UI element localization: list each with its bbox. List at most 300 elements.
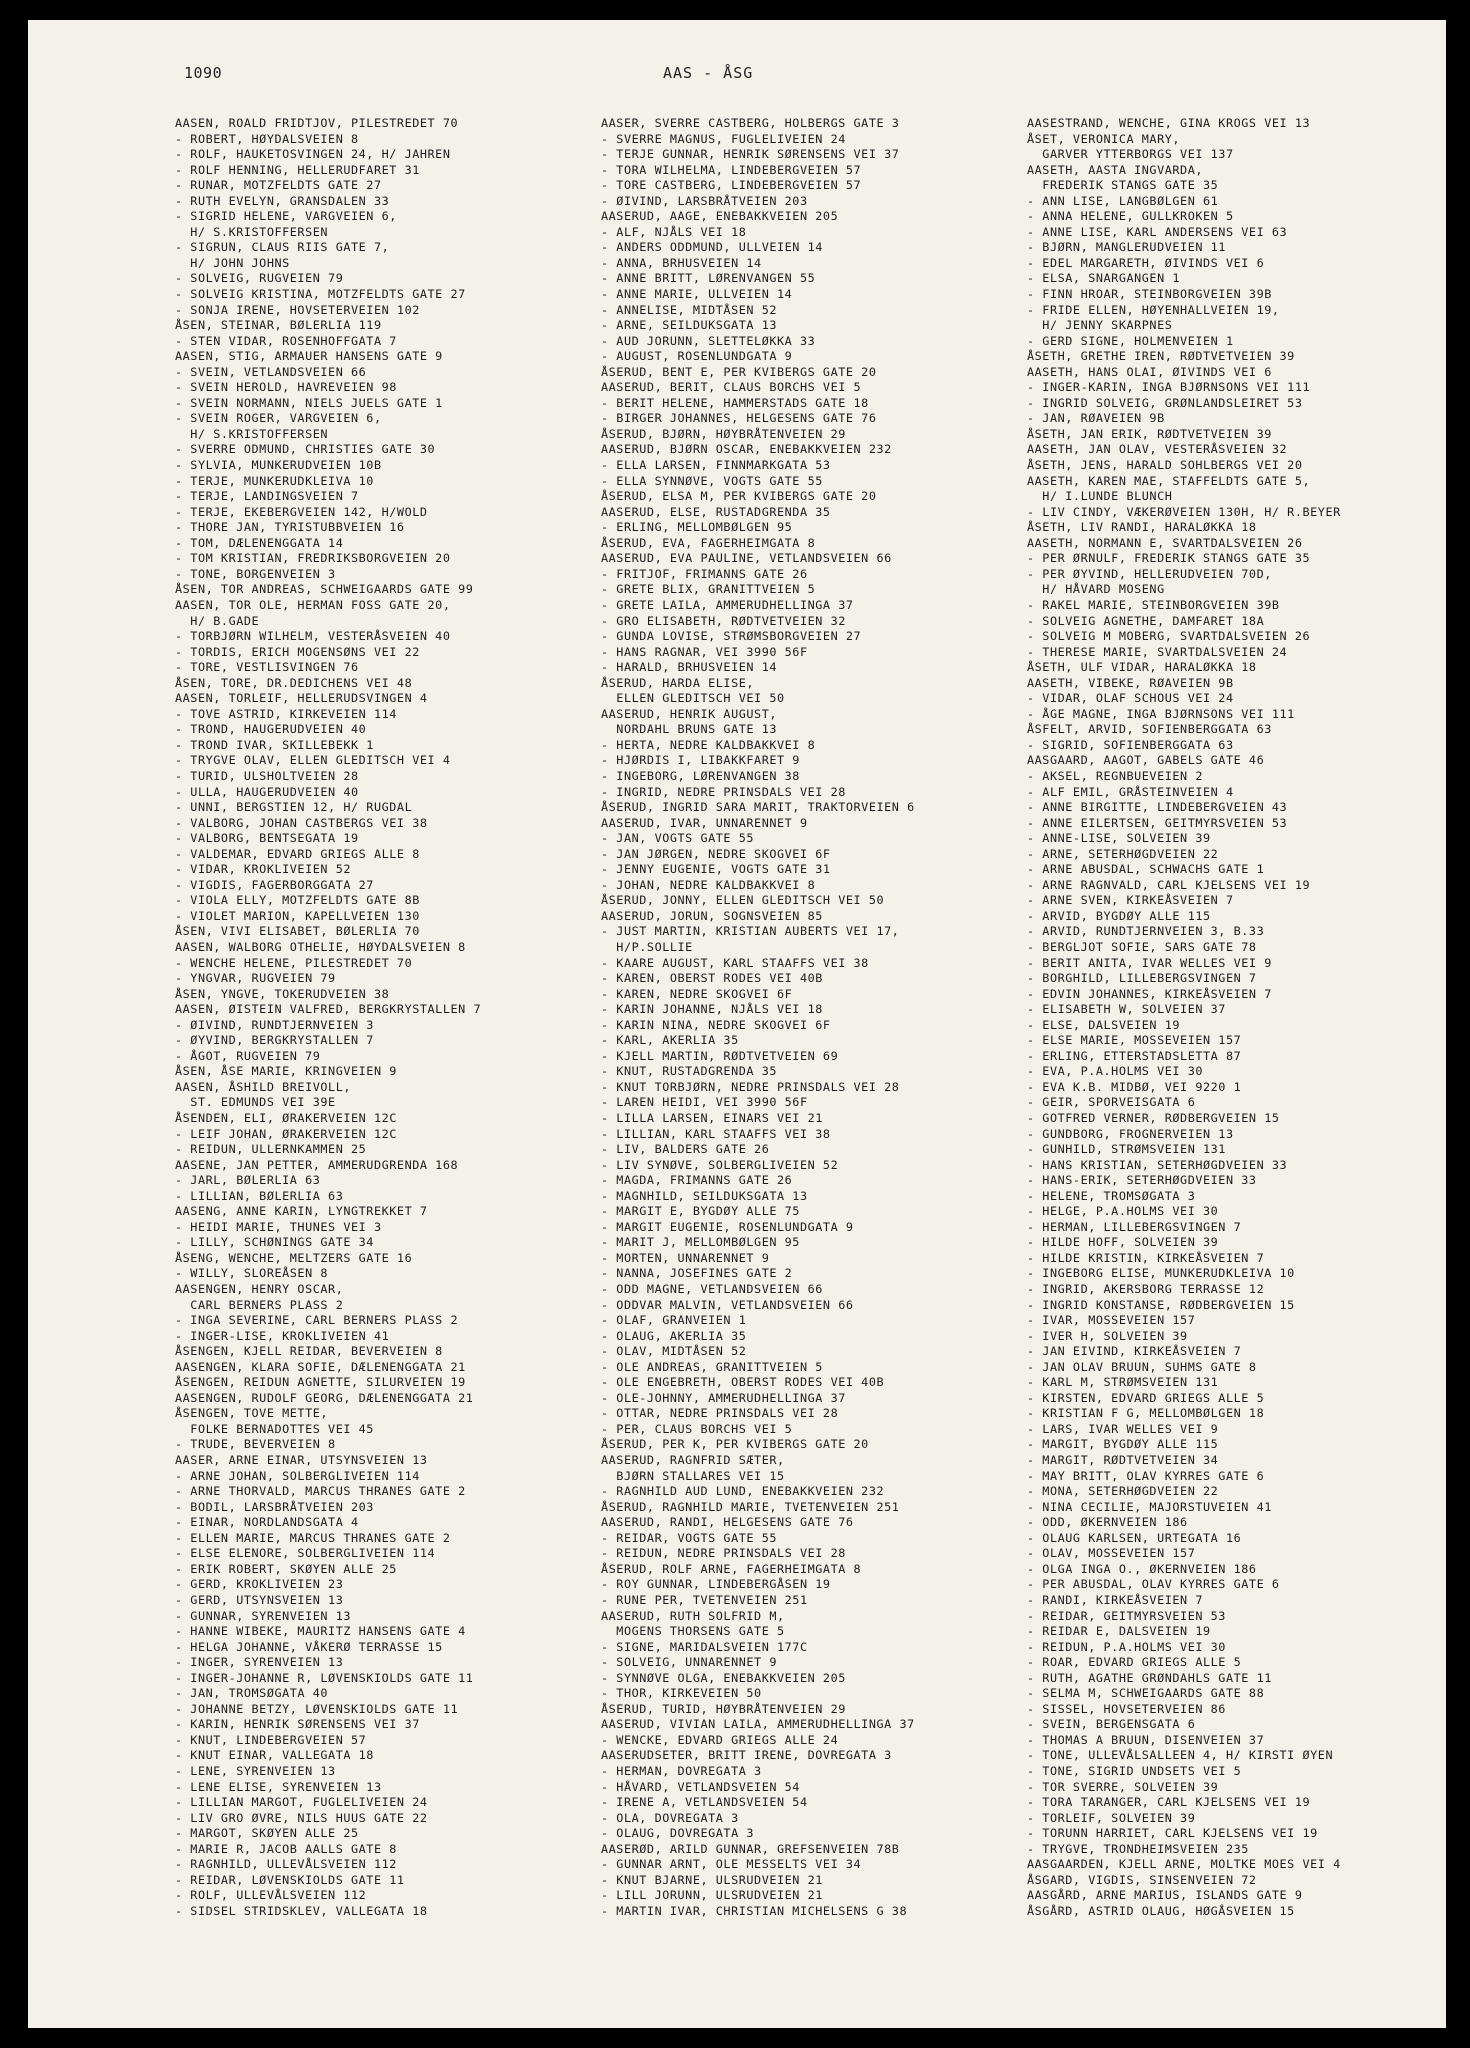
directory-entry: - GUNDA LOVISE, STRØMSBORGVEIEN 27: [601, 629, 862, 644]
directory-entry: - INGRID, AKERSBORG TERRASSE 12: [1027, 1282, 1265, 1297]
directory-entry: ÅSERUD, ELSA M, PER KVIBERGS GATE 20: [601, 489, 877, 504]
directory-entry: - KNUT EINAR, VALLEGATA 18: [175, 1748, 374, 1763]
directory-entry: - BIRGER JOHANNES, HELGESENS GATE 76: [601, 411, 877, 426]
directory-entry: AASERUD, HENRIK AUGUST,: [601, 706, 778, 721]
directory-entry: AASENG, ANNE KARIN, LYNGTREKKET 7: [175, 1204, 428, 1219]
directory-entry: - MARIT J, MELLOMBØLGEN 95: [601, 1235, 800, 1250]
directory-entry: - MAGNHILD, SEILDUKSGATA 13: [601, 1188, 808, 1203]
directory-entry: - REIDAR, LØVENSKIOLDS GATE 11: [175, 1872, 405, 1887]
directory-entry: - UNNI, BERGSTIEN 12, H/ RUGDAL: [175, 800, 413, 815]
directory-entry: AASEN, TORLEIF, HELLERUDSVINGEN 4: [175, 691, 428, 706]
directory-entry: AASENGEN, HENRY OSCAR,: [175, 1282, 344, 1297]
directory-entry: - KARIN, HENRIK SØRENSENS VEI 37: [175, 1717, 420, 1732]
directory-entry: - NANNA, JOSEFINES GATE 2: [601, 1266, 793, 1281]
directory-entry: AASEN, ÅSHILD BREIVOLL,: [175, 1079, 352, 1094]
directory-entry: - JAN JØRGEN, NEDRE SKOGVEI 6F: [601, 846, 831, 861]
directory-entry: ÅSFELT, ARVID, SOFIENBERGGATA 63: [1027, 722, 1272, 737]
directory-entry: ÅSETH, GRETHE IREN, RØDTVETVEIEN 39: [1027, 349, 1295, 364]
directory-entry: - ANNE EILERTSEN, GEITMYRSVEIEN 53: [1027, 815, 1288, 830]
directory-entry: ÅSETH, ULF VIDAR, HARALØKKA 18: [1027, 660, 1257, 675]
directory-entry: - ØIVIND, RUNDTJERNVEIEN 3: [175, 1017, 374, 1032]
directory-entry: - JAN, VOGTS GATE 55: [601, 831, 755, 846]
directory-entry: - WILLY, SLOREÅSEN 8: [175, 1266, 329, 1281]
directory-entry: - ANNE BRITT, LØRENVANGEN 55: [601, 271, 816, 286]
directory-entry: - IVAR, MOSSEVEIEN 157: [1027, 1313, 1196, 1328]
directory-entry: - LIV SYNØVE, SOLBERGLIVEIEN 52: [601, 1157, 839, 1172]
directory-entry: - TORUNN HARRIET, CARL KJELSENS VEI 19: [1027, 1826, 1318, 1841]
directory-entry: H/ JOHN JOHNS: [175, 255, 290, 270]
directory-entry: - HANS RAGNAR, VEI 3990 56F: [601, 644, 808, 659]
directory-entry: - AUGUST, ROSENLUNDGATA 9: [601, 349, 793, 364]
directory-entry: - MARTIN IVAR, CHRISTIAN MICHELSENS G 38: [601, 1903, 908, 1918]
directory-entry: - TERJE, MUNKERUDKLEIVA 10: [175, 473, 374, 488]
directory-entry: - REIDAR E, DALSVEIEN 19: [1027, 1624, 1211, 1639]
directory-entry: AASERØD, ARILD GUNNAR, GREFSENVEIEN 78B: [601, 1841, 900, 1856]
directory-entry: - VIDAR, OLAF SCHOUS VEI 24: [1027, 691, 1234, 706]
directory-entry: - OLAV, MIDTÅSEN 52: [601, 1344, 747, 1359]
directory-entry: - BERGLJOT SOFIE, SARS GATE 78: [1027, 939, 1257, 954]
directory-entry: - ANNELISE, MIDTÅSEN 52: [601, 302, 778, 317]
directory-entry: - TRUDE, BEVERVEIEN 8: [175, 1437, 336, 1452]
directory-entry: - LEIF JOHAN, ØRAKERVEIEN 12C: [175, 1126, 397, 1141]
directory-entry: - ARNE JOHAN, SOLBERGLIVEIEN 114: [175, 1468, 420, 1483]
directory-entry: - EINAR, NORDLANDSGATA 4: [175, 1515, 359, 1530]
directory-entry: - KRISTIAN F G, MELLOMBØLGEN 18: [1027, 1406, 1265, 1421]
directory-entry: ÅSEN, VIVI ELISABET, BØLERLIA 70: [175, 924, 420, 939]
directory-entry: - TORDIS, ERICH MOGENSØNS VEI 22: [175, 644, 420, 659]
directory-entry: - OTTAR, NEDRE PRINSDALS VEI 28: [601, 1406, 839, 1421]
directory-entry: ÅSEN, YNGVE, TOKERUDVEIEN 38: [175, 986, 390, 1001]
directory-entry: - GEIR, SPORVEISGATA 6: [1027, 1095, 1196, 1110]
directory-entry: - INGER, SYRENVEIEN 13: [175, 1655, 344, 1670]
directory-entry: AASGAARD, AAGOT, GABELS GATE 46: [1027, 753, 1265, 768]
directory-entry: - OLAF, GRANVEIEN 1: [601, 1313, 747, 1328]
directory-entry: - REIDUN, P.A.HOLMS VEI 30: [1027, 1639, 1226, 1654]
directory-entry: ÅSERUD, BJØRN, HØYBRÅTENVEIEN 29: [601, 426, 846, 441]
directory-entry: BJØRN STALLARES VEI 15: [601, 1468, 785, 1483]
directory-page: [28, 20, 1446, 2028]
directory-entry: - INGRID KONSTANSE, RØDBERGVEIEN 15: [1027, 1297, 1295, 1312]
directory-entry: H/ S.KRISTOFFERSEN: [175, 224, 329, 239]
directory-entry: ÅSEN, ÅSE MARIE, KRINGVEIEN 9: [175, 1064, 397, 1079]
directory-entry: - ERLING, ETTERSTADSLETTA 87: [1027, 1048, 1242, 1063]
directory-entry: ÅSERUD, ROLF ARNE, FAGERHEIMGATA 8: [601, 1561, 862, 1576]
directory-entry: ÅSERUD, INGRID SARA MARIT, TRAKTORVEIEN 6: [601, 800, 915, 815]
directory-entry: - LILLIAN, BØLERLIA 63: [175, 1188, 344, 1203]
directory-entry: AASETH, JAN OLAV, VESTERÅSVEIEN 32: [1027, 442, 1288, 457]
directory-entry: AASENE, JAN PETTER, AMMERUDGRENDA 168: [175, 1157, 459, 1172]
directory-entry: - JOHAN, NEDRE KALDBAKKVEI 8: [601, 877, 816, 892]
directory-entry: - EVA, P.A.HOLMS VEI 30: [1027, 1064, 1204, 1079]
directory-entry: - ØIVIND, LARSBRÅTVEIEN 203: [601, 193, 808, 208]
directory-entry: - EVA K.B. MIDBØ, VEI 9220 1: [1027, 1079, 1242, 1094]
directory-entry: NORDAHL BRUNS GATE 13: [601, 722, 778, 737]
directory-entry: - SIGRUN, CLAUS RIIS GATE 7,: [175, 240, 390, 255]
directory-entry: ST. EDMUNDS VEI 39E: [175, 1095, 336, 1110]
directory-entry: - ODDVAR MALVIN, VETLANDSVEIEN 66: [601, 1297, 854, 1312]
directory-entry: - NINA CECILIE, MAJORSTUVEIEN 41: [1027, 1499, 1272, 1514]
directory-entry: - OLAV, MOSSEVEIEN 157: [1027, 1546, 1196, 1561]
directory-entry: ÅSETH, JAN ERIK, RØDTVETVEIEN 39: [1027, 426, 1272, 441]
directory-entry: - RUNAR, MOTZFELDTS GATE 27: [175, 178, 382, 193]
directory-column-1: [175, 116, 595, 1919]
directory-entry: ELLEN GLEDITSCH VEI 50: [601, 691, 785, 706]
directory-entry: - HARALD, BRHUSVEIEN 14: [601, 660, 778, 675]
directory-entry: - ARNE RAGNVALD, CARL KJELSENS VEI 19: [1027, 877, 1311, 892]
directory-entry: - MARGOT, SKØYEN ALLE 25: [175, 1826, 359, 1841]
directory-entry: - SIGRID HELENE, VARGVEIEN 6,: [175, 209, 397, 224]
directory-entry: - ELLEN MARIE, MARCUS THRANES GATE 2: [175, 1530, 451, 1545]
directory-entry: - GERD, UTSYNSVEIEN 13: [175, 1592, 344, 1607]
directory-entry: - SIGRID, SOFIENBERGGATA 63: [1027, 737, 1234, 752]
directory-entry: - TORE CASTBERG, LINDEBERGVEIEN 57: [601, 178, 862, 193]
directory-entry: AASEN, ROALD FRIDTJOV, PILESTREDET 70: [175, 116, 459, 130]
directory-entry: - RANDI, KIRKEÅSVEIEN 7: [1027, 1592, 1204, 1607]
directory-entry: - HANS KRISTIAN, SETERHØGDVEIEN 33: [1027, 1157, 1288, 1172]
directory-entry: - VIOLA ELLY, MOTZFELDTS GATE 8B: [175, 893, 420, 908]
directory-entry: - MAY BRITT, OLAV KYRRES GATE 6: [1027, 1468, 1265, 1483]
directory-entry: - SVEIN ROGER, VARGVEIEN 6,: [175, 411, 382, 426]
directory-entry: ÅSERUD, PER K, PER KVIBERGS GATE 20: [601, 1437, 869, 1452]
directory-entry: - BJØRN, MANGLERUDVEIEN 11: [1027, 240, 1226, 255]
page-range-header: AAS - ÅSG: [663, 64, 754, 82]
directory-entry: - TERJE, LANDINGSVEIEN 7: [175, 489, 359, 504]
directory-entry: - SVEIN NORMANN, NIELS JUELS GATE 1: [175, 395, 443, 410]
directory-entry: - THOR, KIRKEVEIEN 50: [601, 1686, 762, 1701]
directory-entry: - ANNE LISE, KARL ANDERSENS VEI 63: [1027, 224, 1288, 239]
directory-entry: ÅSERUD, RAGNHILD MARIE, TVETENVEIEN 251: [601, 1499, 900, 1514]
directory-entry: - ANNE MARIE, ULLVEIEN 14: [601, 287, 793, 302]
directory-entry: - ANNE BIRGITTE, LINDEBERGVEIEN 43: [1027, 800, 1288, 815]
directory-entry: - SOLVEIG AGNETHE, DAMFARET 18A: [1027, 613, 1265, 628]
directory-entry: - BERIT ANITA, IVAR WELLES VEI 9: [1027, 955, 1272, 970]
directory-entry: - ELLA SYNNØVE, VOGTS GATE 55: [601, 473, 823, 488]
directory-entry: AASERUD, BERIT, CLAUS BORCHS VEI 5: [601, 380, 862, 395]
directory-entry: AASETH, VIBEKE, RØAVEIEN 9B: [1027, 675, 1234, 690]
directory-entry: ÅSETH, LIV RANDI, HARALØKKA 18: [1027, 520, 1257, 535]
directory-entry: - TORE, VESTLISVINGEN 76: [175, 660, 359, 675]
directory-entry: AASEN, STIG, ARMAUER HANSENS GATE 9: [175, 349, 443, 364]
directory-entry: - KARL, AKERLIA 35: [601, 1033, 739, 1048]
directory-entry: - PER ØRNULF, FREDERIK STANGS GATE 35: [1027, 551, 1311, 566]
directory-entry: - LIV GRO ØVRE, NILS HUUS GATE 22: [175, 1810, 428, 1825]
directory-entry: - TORA WILHELMA, LINDEBERGVEIEN 57: [601, 162, 862, 177]
directory-entry: AASERUD, RAGNFRID SÆTER,: [601, 1453, 785, 1468]
directory-entry: AASETH, NORMANN E, SVARTDALSVEIEN 26: [1027, 535, 1303, 550]
directory-entry: - JARL, BØLERLIA 63: [175, 1173, 321, 1188]
directory-entry: - KNUT, RUSTADGRENDA 35: [601, 1064, 778, 1079]
directory-entry: - LILL JORUNN, ULSRUDVEIEN 21: [601, 1888, 823, 1903]
directory-entry: AASER, SVERRE CASTBERG, HOLBERGS GATE 3: [601, 116, 900, 130]
directory-entry: - MAGDA, FRIMANNS GATE 26: [601, 1173, 793, 1188]
directory-entry: GARVER YTTERBORGS VEI 137: [1027, 147, 1234, 162]
directory-entry: - JUST MARTIN, KRISTIAN AUBERTS VEI 17,: [601, 924, 900, 939]
directory-entry: - REIDUN, NEDRE PRINSDALS VEI 28: [601, 1546, 846, 1561]
directory-entry: AASERUDSETER, BRITT IRENE, DOVREGATA 3: [601, 1748, 892, 1763]
directory-entry: - TORA TARANGER, CARL KJELSENS VEI 19: [1027, 1795, 1311, 1810]
directory-entry: - ARNE THORVALD, MARCUS THRANES GATE 2: [175, 1484, 466, 1499]
directory-entry: - GRETE BLIX, GRANITTVEIEN 5: [601, 582, 816, 597]
directory-entry: - ROBERT, HØYDALSVEIEN 8: [175, 131, 359, 146]
directory-entry: - SOLVEIG KRISTINA, MOTZFELDTS GATE 27: [175, 287, 466, 302]
directory-entry: - PER ABUSDAL, OLAV KYRRES GATE 6: [1027, 1577, 1280, 1592]
directory-entry: - GUNNAR ARNT, OLE MESSELTS VEI 34: [601, 1857, 862, 1872]
directory-entry: - OLAUG, DOVREGATA 3: [601, 1826, 755, 1841]
directory-entry: - GRETE LAILA, AMMERUDHELLINGA 37: [601, 597, 854, 612]
directory-entry: - THOMAS A BRUUN, DISENVEIEN 37: [1027, 1732, 1265, 1747]
directory-entry: - BORGHILD, LILLEBERGSVINGEN 7: [1027, 971, 1257, 986]
directory-entry: - KAREN, NEDRE SKOGVEI 6F: [601, 986, 793, 1001]
directory-entry: - INGA SEVERINE, CARL BERNERS PLASS 2: [175, 1313, 459, 1328]
directory-entry: FREDERIK STANGS GATE 35: [1027, 178, 1219, 193]
directory-entry: ÅSGÅRD, ASTRID OLAUG, HØGÅSVEIEN 15: [1027, 1903, 1295, 1918]
directory-entry: - HJØRDIS I, LIBAKKFARET 9: [601, 753, 800, 768]
directory-entry: - TOVE ASTRID, KIRKEVEIEN 114: [175, 706, 397, 721]
directory-entry: ÅSERUD, TURID, HØYBRÅTENVEIEN 29: [601, 1701, 846, 1716]
directory-entry: - HELENE, TROMSØGATA 3: [1027, 1188, 1196, 1203]
directory-column-2: [601, 116, 1021, 1919]
directory-entry: ÅSERUD, EVA, FAGERHEIMGATA 8: [601, 535, 816, 550]
directory-entry: - YNGVAR, RUGVEIEN 79: [175, 971, 336, 986]
directory-entry: - KJELL MARTIN, RØDTVETVEIEN 69: [601, 1048, 839, 1063]
directory-entry: - RAGNHILD AUD LUND, ENEBAKKVEIEN 232: [601, 1484, 885, 1499]
directory-entry: AASETH, AASTA INGVARDA,: [1027, 162, 1204, 177]
directory-entry: AASENGEN, RUDOLF GEORG, DÆLENENGGATA 21: [175, 1390, 474, 1405]
directory-entry: - GERD SIGNE, HOLMENVEIEN 1: [1027, 333, 1234, 348]
directory-entry: - ODD MAGNE, VETLANDSVEIEN 66: [601, 1282, 823, 1297]
directory-entry: - OLAUG, AKERLIA 35: [601, 1328, 747, 1343]
directory-entry: - ODD, ØKERNVEIEN 186: [1027, 1515, 1188, 1530]
directory-entry: - LAREN HEIDI, VEI 3990 56F: [601, 1095, 808, 1110]
directory-entry: ÅSERUD, HARDA ELISE,: [601, 675, 755, 690]
directory-entry: - ELSE ELENORE, SOLBERGLIVEIEN 114: [175, 1546, 436, 1561]
directory-entry: - GERD, KROKLIVEIEN 23: [175, 1577, 344, 1592]
directory-entry: - MARGIT EUGENIE, ROSENLUNDGATA 9: [601, 1219, 854, 1234]
directory-entry: - SOLVEIG, UNNARENNET 9: [601, 1655, 778, 1670]
directory-entry: - LENE, SYRENVEIEN 13: [175, 1763, 336, 1778]
directory-entry: - VALBORG, JOHAN CASTBERGS VEI 38: [175, 815, 428, 830]
directory-entry: - SYLVIA, MUNKERUDVEIEN 10B: [175, 458, 382, 473]
directory-entry: - OLE ANDREAS, GRANITTVEIEN 5: [601, 1359, 823, 1374]
directory-entry: - ANDERS ODDMUND, ULLVEIEN 14: [601, 240, 823, 255]
directory-entry: MOGENS THORSENS GATE 5: [601, 1624, 785, 1639]
directory-entry: H/P.SOLLIE: [601, 939, 693, 954]
directory-entry: ÅSEN, STEINAR, BØLERLIA 119: [175, 318, 382, 333]
directory-entry: - LILLIAN, KARL STAAFFS VEI 38: [601, 1126, 831, 1141]
directory-entry: ÅSERUD, JONNY, ELLEN GLEDITSCH VEI 50: [601, 893, 885, 908]
directory-entry: - MARGIT E, BYGDØY ALLE 75: [601, 1204, 800, 1219]
directory-entry: AASER, ARNE EINAR, UTSYNSVEIEN 13: [175, 1453, 428, 1468]
directory-entry: - PER, CLAUS BORCHS VEI 5: [601, 1421, 793, 1436]
directory-entry: - ARNE, SETERHØGDVEIEN 22: [1027, 846, 1219, 861]
directory-entry: - TONE, ULLEVÅLSALLEEN 4, H/ KIRSTI ØYEN: [1027, 1748, 1334, 1763]
directory-entry: - JAN, RØAVEIEN 9B: [1027, 411, 1165, 426]
directory-entry: - GUNNAR, SYRENVEIEN 13: [175, 1608, 352, 1623]
directory-entry: AASERUD, VIVIAN LAILA, AMMERUDHELLINGA 37: [601, 1717, 915, 1732]
directory-entry: - PER ØYVIND, HELLERUDVEIEN 70D,: [1027, 566, 1272, 581]
directory-entry: - HANNE WIBEKE, MAURITZ HANSENS GATE 4: [175, 1624, 466, 1639]
directory-entry: - JAN EIVIND, KIRKEÅSVEIEN 7: [1027, 1344, 1242, 1359]
directory-entry: ÅSETH, JENS, HARALD SOHLBERGS VEI 20: [1027, 458, 1303, 473]
directory-entry: - GUNDBORG, FROGNERVEIEN 13: [1027, 1126, 1234, 1141]
directory-entry: - MARGIT, RØDTVETVEIEN 34: [1027, 1453, 1219, 1468]
directory-entry: - TERJE, EKEBERGVEIEN 142, H/WOLD: [175, 504, 428, 519]
directory-entry: - SOLVEIG M MOBERG, SVARTDALSVEIEN 26: [1027, 629, 1311, 644]
directory-entry: AASERUD, IVAR, UNNARENNET 9: [601, 815, 808, 830]
directory-entry: - LENE ELISE, SYRENVEIEN 13: [175, 1779, 382, 1794]
directory-entry: - RUTH EVELYN, GRANSDALEN 33: [175, 193, 390, 208]
directory-entry: - ROLF HENNING, HELLERUDFARET 31: [175, 162, 420, 177]
directory-entry: - LILLA LARSEN, EINARS VEI 21: [601, 1111, 823, 1125]
directory-entry: - LARS, IVAR WELLES VEI 9: [1027, 1421, 1219, 1436]
directory-entry: - AKSEL, REGNBUEVEIEN 2: [1027, 768, 1204, 783]
directory-entry: ÅSENDEN, ELI, ØRAKERVEIEN 12C: [175, 1111, 397, 1125]
directory-entry: - SYNNØVE OLGA, ENEBAKKVEIEN 205: [601, 1670, 846, 1685]
directory-entry: - ANNE-LISE, SOLVEIEN 39: [1027, 831, 1211, 846]
directory-entry: - VIGDIS, FAGERBORGGATA 27: [175, 877, 374, 892]
directory-entry: - TORBJØRN WILHELM, VESTERÅSVEIEN 40: [175, 629, 451, 644]
directory-entry: - TROND IVAR, SKILLEBEKK 1: [175, 737, 374, 752]
directory-entry: - RUTH, AGATHE GRØNDAHLS GATE 11: [1027, 1670, 1272, 1685]
directory-entry: - JOHANNE BETZY, LØVENSKIOLDS GATE 11: [175, 1701, 459, 1716]
directory-entry: - ARVID, BYGDØY ALLE 115: [1027, 908, 1211, 923]
directory-entry: - MORTEN, UNNARENNET 9: [601, 1250, 770, 1265]
directory-entry: - KNUT TORBJØRN, NEDRE PRINSDALS VEI 28: [601, 1079, 900, 1094]
directory-entry: - ROY GUNNAR, LINDEBERGÅSEN 19: [601, 1577, 831, 1592]
directory-entry: - ELSA, SNARGANGEN 1: [1027, 271, 1181, 286]
directory-entry: - TRYGVE OLAV, ELLEN GLEDITSCH VEI 4: [175, 753, 451, 768]
directory-entry: - ELSE, DALSVEIEN 19: [1027, 1017, 1181, 1032]
directory-entry: - ARNE, SEILDUKSGATA 13: [601, 318, 778, 333]
directory-entry: - FINN HROAR, STEINBORGVEIEN 39B: [1027, 287, 1272, 302]
directory-entry: ÅSENGEN, REIDUN AGNETTE, SILURVEIEN 19: [175, 1375, 466, 1390]
directory-entry: - KARIN JOHANNE, NJÅLS VEI 18: [601, 1002, 823, 1017]
directory-entry: - ANNA HELENE, GULLKROKEN 5: [1027, 209, 1234, 224]
directory-entry: - SVERRE MAGNUS, FUGLELIVEIEN 24: [601, 131, 846, 146]
directory-entry: - TORLEIF, SOLVEIEN 39: [1027, 1810, 1196, 1825]
directory-entry: - ARNE ABUSDAL, SCHWACHS GATE 1: [1027, 862, 1265, 877]
directory-entry: AASERUD, JORUN, SOGNSVEIEN 85: [601, 908, 823, 923]
directory-entry: - OLE ENGEBRETH, OBERST RODES VEI 40B: [601, 1375, 885, 1390]
directory-entry: - REIDAR, GEITMYRSVEIEN 53: [1027, 1608, 1226, 1623]
directory-entry: CARL BERNERS PLASS 2: [175, 1297, 344, 1312]
directory-entry: AASESTRAND, WENCHE, GINA KROGS VEI 13: [1027, 116, 1311, 130]
directory-entry: - HÅVARD, VETLANDSVEIEN 54: [601, 1779, 800, 1794]
directory-entry: - ROLF, HAUKETOSVINGEN 24, H/ JAHREN: [175, 147, 451, 162]
directory-entry: - SIDSEL STRIDSKLEV, VALLEGATA 18: [175, 1903, 428, 1918]
directory-entry: - REIDUN, ULLERNKAMMEN 25: [175, 1142, 367, 1157]
directory-entry: - VALDEMAR, EDVARD GRIEGS ALLE 8: [175, 846, 420, 861]
directory-entry: FOLKE BERNADOTTES VEI 45: [175, 1421, 374, 1436]
directory-entry: - ELISABETH W, SOLVEIEN 37: [1027, 1002, 1226, 1017]
directory-entry: - OLAUG KARLSEN, URTEGATA 16: [1027, 1530, 1242, 1545]
directory-entry: AASERUD, RUTH SOLFRID M,: [601, 1608, 785, 1623]
directory-entry: - SISSEL, HOVSETERVEIEN 86: [1027, 1701, 1226, 1716]
directory-entry: - MARGIT, BYGDØY ALLE 115: [1027, 1437, 1219, 1452]
directory-entry: - TONE, BORGENVEIEN 3: [175, 566, 336, 581]
directory-entry: - JENNY EUGENIE, VOGTS GATE 31: [601, 862, 831, 877]
directory-entry: ÅSEN, TORE, DR.DEDICHENS VEI 48: [175, 675, 413, 690]
directory-entry: - ERLING, MELLOMBØLGEN 95: [601, 520, 793, 535]
directory-entry: - GOTFRED VERNER, RØDBERGVEIEN 15: [1027, 1111, 1280, 1125]
directory-entry: - SVERRE ODMUND, CHRISTIES GATE 30: [175, 442, 436, 457]
directory-entry: - ULLA, HAUGERUDVEIEN 40: [175, 784, 359, 799]
directory-entry: - ROLF, ULLEVÅLSVEIEN 112: [175, 1888, 367, 1903]
directory-entry: - ÅGE MAGNE, INGA BJØRNSONS VEI 111: [1027, 706, 1295, 721]
directory-entry: ÅSERUD, BENT E, PER KVIBERGS GATE 20: [601, 364, 877, 379]
directory-entry: - INGER-KARIN, INGA BJØRNSONS VEI 111: [1027, 380, 1311, 395]
directory-entry: - INGER-LISE, KROKLIVEIEN 41: [175, 1328, 390, 1343]
directory-entry: - EDEL MARGARETH, ØIVINDS VEI 6: [1027, 255, 1265, 270]
directory-entry: - VIOLET MARION, KAPELLVEIEN 130: [175, 908, 420, 923]
directory-entry: - HANS-ERIK, SETERHØGDVEIEN 33: [1027, 1173, 1257, 1188]
directory-entry: - ALF, NJÅLS VEI 18: [601, 224, 747, 239]
directory-entry: AASGAARDEN, KJELL ARNE, MOLTKE MOES VEI 4: [1027, 1857, 1341, 1872]
directory-entry: - JAN, TROMSØGATA 40: [175, 1686, 329, 1701]
directory-entry: - OLA, DOVREGATA 3: [601, 1810, 739, 1825]
directory-entry: - HELGE, P.A.HOLMS VEI 30: [1027, 1204, 1219, 1219]
directory-entry: - LIV, BALDERS GATE 26: [601, 1142, 770, 1157]
directory-entry: H/ HÅVARD MOSENG: [1027, 582, 1165, 597]
directory-entry: - WENCHE HELENE, PILESTREDET 70: [175, 955, 413, 970]
directory-entry: - THORE JAN, TYRISTUBBVEIEN 16: [175, 520, 405, 535]
directory-entry: AASEN, TOR OLE, HERMAN FOSS GATE 20,: [175, 597, 451, 612]
directory-entry: - REIDAR, VOGTS GATE 55: [601, 1530, 778, 1545]
directory-entry: - IRENE A, VETLANDSVEIEN 54: [601, 1795, 808, 1810]
directory-entry: - KIRSTEN, EDVARD GRIEGS ALLE 5: [1027, 1390, 1265, 1405]
directory-entry: - TURID, ULSHOLTVEIEN 28: [175, 768, 359, 783]
directory-entry: - TOR SVERRE, SOLVEIEN 39: [1027, 1779, 1219, 1794]
directory-entry: - ANNA, BRHUSVEIEN 14: [601, 255, 762, 270]
directory-entry: - SIGNE, MARIDALSVEIEN 177C: [601, 1639, 808, 1654]
directory-entry: - HELGA JOHANNE, VÅKERØ TERRASSE 15: [175, 1639, 443, 1654]
directory-entry: - INGEBORG ELISE, MUNKERUDKLEIVA 10: [1027, 1266, 1295, 1281]
directory-entry: - INGEBORG, LØRENVANGEN 38: [601, 768, 800, 783]
directory-entry: H/ S.KRISTOFFERSEN: [175, 426, 329, 441]
directory-entry: - LILLY, SCHØNINGS GATE 34: [175, 1235, 374, 1250]
directory-entry: - SVEIN HEROLD, HAVREVEIEN 98: [175, 380, 397, 395]
directory-entry: - HEIDI MARIE, THUNES VEI 3: [175, 1219, 382, 1234]
directory-entry: - RAKEL MARIE, STEINBORGVEIEN 39B: [1027, 597, 1280, 612]
directory-entry: - KARL M, STRØMSVEIEN 131: [1027, 1375, 1219, 1390]
directory-entry: - ANN LISE, LANGBØLGEN 61: [1027, 193, 1219, 208]
directory-entry: - RAGNHILD, ULLEVÅLSVEIEN 112: [175, 1857, 397, 1872]
directory-entry: - KARIN NINA, NEDRE SKOGVEI 6F: [601, 1017, 831, 1032]
directory-entry: AASEN, WALBORG OTHELIE, HØYDALSVEIEN 8: [175, 939, 466, 954]
directory-entry: - KNUT BJARNE, ULSRUDVEIEN 21: [601, 1872, 823, 1887]
directory-entry: - MONA, SETERHØGDVEIEN 22: [1027, 1484, 1219, 1499]
directory-entry: - WENCKE, EDVARD GRIEGS ALLE 24: [601, 1732, 839, 1747]
directory-entry: - JAN OLAV BRUUN, SUHMS GATE 8: [1027, 1359, 1257, 1374]
directory-entry: - HERMAN, LILLEBERGSVINGEN 7: [1027, 1219, 1242, 1234]
directory-entry: AASGÅRD, ARNE MARIUS, ISLANDS GATE 9: [1027, 1888, 1303, 1903]
directory-entry: ÅSENGEN, TOVE METTE,: [175, 1406, 329, 1421]
directory-entry: - INGRID, NEDRE PRINSDALS VEI 28: [601, 784, 846, 799]
directory-entry: AASENGEN, KLARA SOFIE, DÆLENENGGATA 21: [175, 1359, 466, 1374]
directory-entry: - LILLIAN MARGOT, FUGLELIVEIEN 24: [175, 1795, 428, 1810]
directory-entry: - ALF EMIL, GRÅSTEINVEIEN 4: [1027, 784, 1234, 799]
directory-entry: - TERJE GUNNAR, HENRIK SØRENSENS VEI 37: [601, 147, 900, 162]
directory-entry: AASETH, KAREN MAE, STAFFELDTS GATE 5,: [1027, 473, 1311, 488]
directory-entry: - STEN VIDAR, ROSENHOFFGATA 7: [175, 333, 397, 348]
directory-entry: - BERIT HELENE, HAMMERSTADS GATE 18: [601, 395, 869, 410]
directory-entry: - FRIDE ELLEN, HØYENHALLVEIEN 19,: [1027, 302, 1280, 317]
directory-entry: H/ B.GADE: [175, 613, 260, 628]
directory-entry: - OLGA INGA O., ØKERNVEIEN 186: [1027, 1561, 1257, 1576]
directory-entry: - TONE, SIGRID UNDSETS VEI 5: [1027, 1763, 1242, 1778]
directory-entry: - SVEIN, VETLANDSVEIEN 66: [175, 364, 367, 379]
directory-entry: - THERESE MARIE, SVARTDALSVEIEN 24: [1027, 644, 1288, 659]
